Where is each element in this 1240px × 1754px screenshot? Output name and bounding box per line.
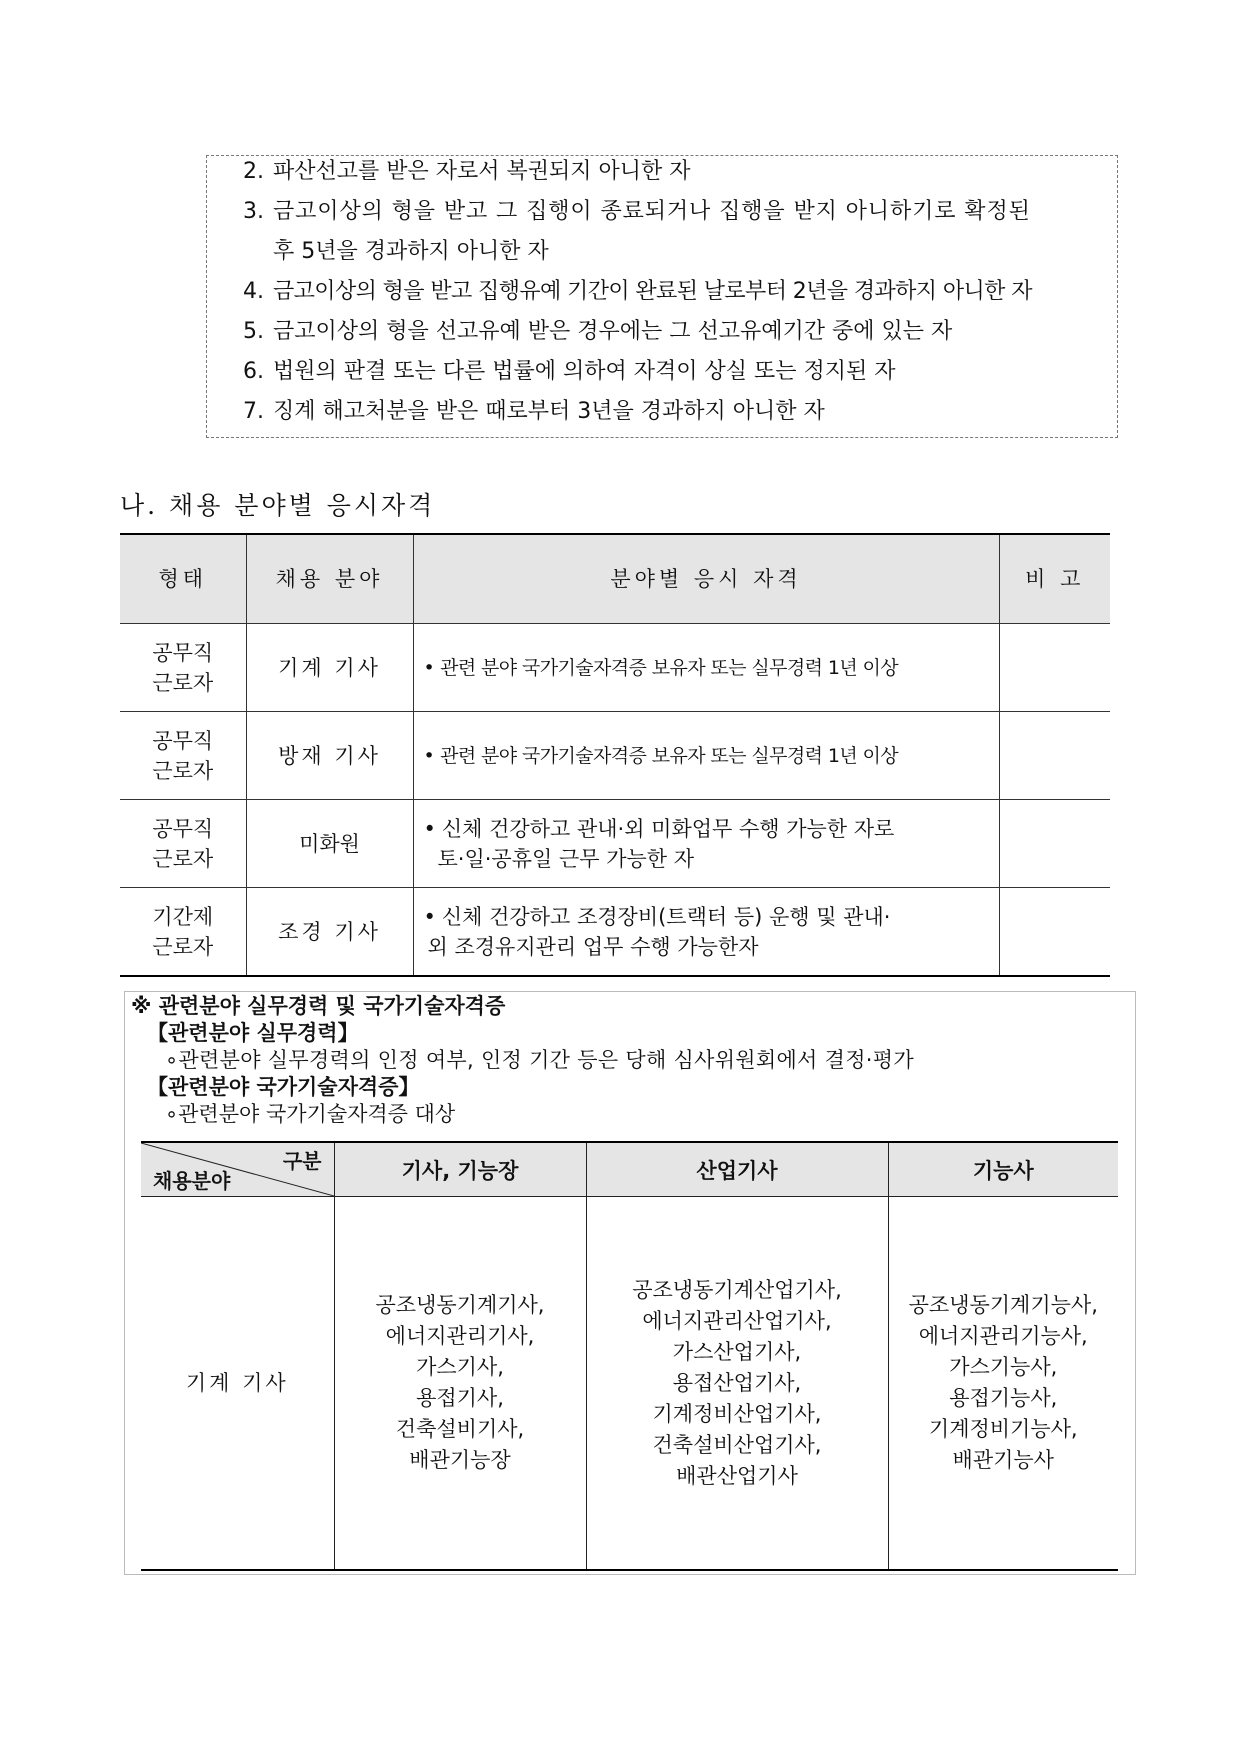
table-row: [141, 1197, 1118, 1571]
corner-header-cell: [141, 1142, 334, 1197]
field-cell: 방재 기사: [246, 712, 413, 800]
table-row: [120, 800, 1110, 888]
employment-type-cell: 공무직 근로자: [120, 712, 246, 800]
note-text: ∘관련분야 실무경력의 인정 여부, 인정 기간 등은 당해 심사위원회에서 결정·평가: [165, 1048, 914, 1072]
column-header: 채용 분야: [246, 534, 413, 624]
table-row: [120, 712, 1110, 800]
column-header: 산업기사: [586, 1142, 888, 1197]
field-cell: 미화원: [246, 800, 413, 888]
cert-list-cell: 공조냉동기계기능사, 에너지관리기능사, 가스기능사, 용접기능사, 기계정비기능사, 배관기능사: [888, 1197, 1118, 1571]
note-subheading: 【관련분야 실무경력】: [147, 1021, 359, 1045]
table-row: [120, 888, 1110, 977]
note-cell: [999, 624, 1110, 712]
column-header: 형태: [120, 534, 246, 624]
note-cell: [999, 888, 1110, 977]
note-cell: [999, 712, 1110, 800]
section-heading: 나. 채용 분야별 응시자격: [120, 491, 436, 520]
disqualification-list-box: [206, 155, 1118, 438]
cert-list-cell: 공조냉동기계산업기사, 에너지관리산업기사, 가스산업기사, 용접산업기사, 기계정비산업기사, 건축설비산업기사, 배관산업기사: [586, 1197, 888, 1571]
qualification-table: [120, 533, 1110, 977]
list-item: 4. 금고이상의 형을 받고 집행유예 기간이 완료된 날로부터 2년을 경과하지 아니한 자: [243, 279, 1032, 304]
column-header: 분야별 응시 자격: [413, 534, 999, 624]
field-cell: 기계 기사: [246, 624, 413, 712]
employment-type-cell: 기간제 근로자: [120, 888, 246, 977]
table-header-row: [120, 534, 1110, 624]
requirement-cell: • 신체 건강하고 조경장비(트랙터 등) 운행 및 관내· 외 조경유지관리 업무 수행 가능한자: [413, 888, 999, 977]
table-header-row: [141, 1142, 1118, 1197]
list-item-continuation: 후 5년을 경과하지 아니한 자: [273, 239, 549, 264]
list-item: 2. 파산선고를 받은 자로서 복권되지 아니한 자: [243, 159, 691, 184]
note-text: ∘관련분야 국가기술자격증 대상: [165, 1102, 456, 1126]
column-header: 기사, 기능장: [334, 1142, 586, 1197]
corner-top-label: 구분: [282, 1149, 322, 1173]
corner-bottom-label: 채용분야: [153, 1169, 231, 1193]
note-subheading: 【관련분야 국가기술자격증】: [147, 1075, 420, 1099]
requirement-cell: • 관련 분야 국가기술자격증 보유자 또는 실무경력 1년 이상: [413, 712, 999, 800]
field-cell: 조경 기사: [246, 888, 413, 977]
note-cell: [999, 800, 1110, 888]
requirement-cell: • 관련 분야 국가기술자격증 보유자 또는 실무경력 1년 이상: [413, 624, 999, 712]
cert-list-cell: 공조냉동기계기사, 에너지관리기사, 가스기사, 용접기사, 건축설비기사, 배관기능장: [334, 1197, 586, 1571]
list-item: 3. 금고이상의 형을 받고 그 집행이 종료되거나 집행을 받지 아니하기로 확정된: [243, 199, 1031, 224]
certificate-table: [141, 1141, 1118, 1571]
employment-type-cell: 공무직 근로자: [120, 800, 246, 888]
table-row: [120, 624, 1110, 712]
requirement-cell: • 신체 건강하고 관내·외 미화업무 수행 가능한 자로 토·일·공휴일 근무 가능한 자: [413, 800, 999, 888]
note-box: [124, 991, 1136, 1575]
list-item: 7. 징계 해고처분을 받은 때로부터 3년을 경과하지 아니한 자: [243, 399, 825, 424]
list-item: 6. 법원의 판결 또는 다른 법률에 의하여 자격이 상실 또는 정지된 자: [243, 359, 896, 384]
employment-type-cell: 공무직 근로자: [120, 624, 246, 712]
list-item: 5. 금고이상의 형을 선고유예 받은 경우에는 그 선고유예기간 중에 있는 자: [243, 319, 953, 344]
column-header: 비 고: [999, 534, 1110, 624]
note-title: ※ 관련분야 실무경력 및 국가기술자격증: [131, 994, 506, 1018]
row-label-cell: 기계 기사: [141, 1197, 334, 1571]
column-header: 기능사: [888, 1142, 1118, 1197]
